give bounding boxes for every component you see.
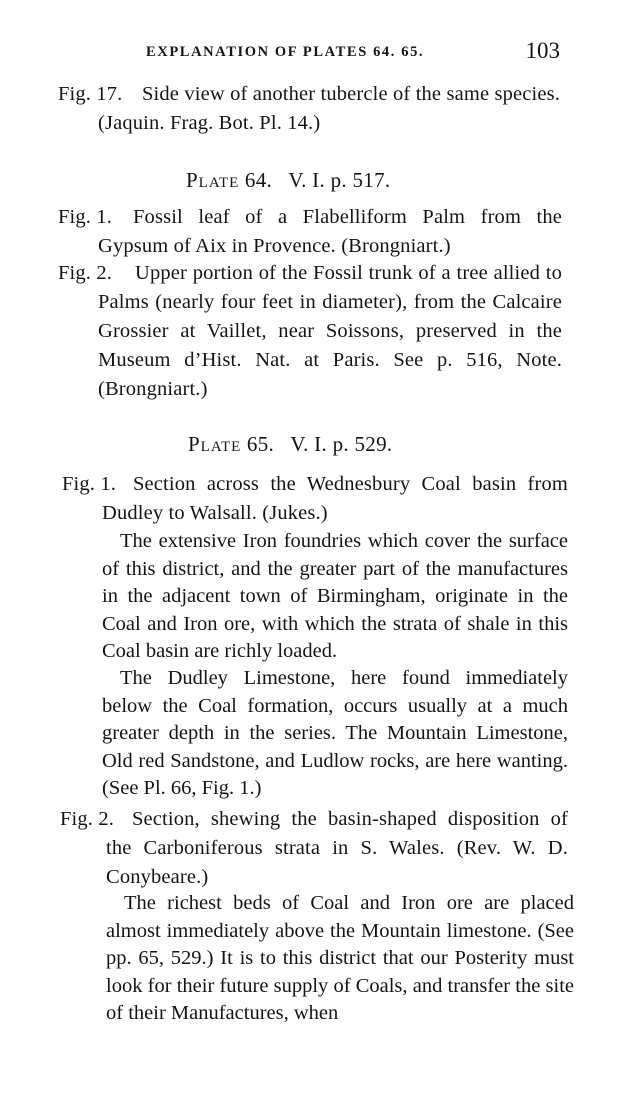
plate-ref: 65. V. I. p. 529. [246, 432, 393, 456]
plate-64-heading [186, 168, 390, 193]
fig-text: Section across the Wednesbury Coal basin from Dudley to Walsall. (Jukes.) [102, 473, 568, 524]
plate-65-fig-2-paragraph-1: The richest beds of Coal and Iron ore are placed almost immediately above the Mountain limestone. (See pp. 65, 529.) It is to this district that our Posterity must look for their future supply of Coals, and transfer the site of their Manufactures, when [106, 892, 574, 1024]
fig-label: Fig. 1. [62, 473, 117, 495]
running-head [60, 38, 562, 68]
fig-label: Fig. 2. [60, 808, 115, 830]
fig-17-entry [58, 80, 560, 138]
fig-label: Fig. 1. [58, 206, 113, 228]
plate-64-fig-2 [58, 259, 562, 404]
plate-64-fig-1 [58, 203, 562, 261]
running-title: EXPLANATION OF PLATES 64. 65. [146, 44, 425, 60]
fig-text: Section, shewing the basin-shaped disposition of the Carboniferous strata in S. Wales. (Rev. W. D. Conybeare.) [106, 808, 568, 888]
plate-ref: 64. V. I. p. 517. [244, 168, 391, 192]
plate-65-fig-1 [62, 470, 568, 528]
fig-text: Fossil leaf of a Flabelliform Palm from the Gypsum of Aix in Provence. (Brongniart.) [98, 206, 562, 257]
page-number: 103 [525, 38, 560, 63]
fig-text: Upper portion of the Fossil trunk of a tree allied to Palms (nearly four feet in diameter), from the Calcaire Grossier at Vaillet, near Soissons, preserved in the Museum d’Hist. Nat. at Paris. See p. 516, Note. (Brongniart.) [98, 262, 562, 400]
plate-65-fig-2 [60, 805, 568, 892]
fig-label: Fig. 2. [58, 262, 113, 284]
plate-65-fig-1-paragraph-2: The Dudley Limestone, here found immediately below the Coal formation, occurs usually at a much greater depth in the series. The Mountain Limestone, Old red Sandstone, and Ludlow rocks, are here wanting. (See Pl. 66, Fig. 1.) [102, 667, 568, 799]
plate-word: Plate [186, 168, 240, 192]
plate-65-fig-1-paragraph-1: The extensive Iron foundries which cover the surface of this district, and the greater part of the manufactures in the adjacent town of Birmingham, originate in the Coal and Iron ore, with which the strata of shale in this Coal basin are richly loaded. [102, 530, 568, 662]
fig-label: Fig. 17. [58, 83, 123, 105]
plate-word: Plate [188, 432, 242, 456]
plate-65-heading [188, 432, 392, 457]
fig-text: Side view of another tubercle of the same species. (Jaquin. Frag. Bot. Pl. 14.) [98, 83, 560, 134]
